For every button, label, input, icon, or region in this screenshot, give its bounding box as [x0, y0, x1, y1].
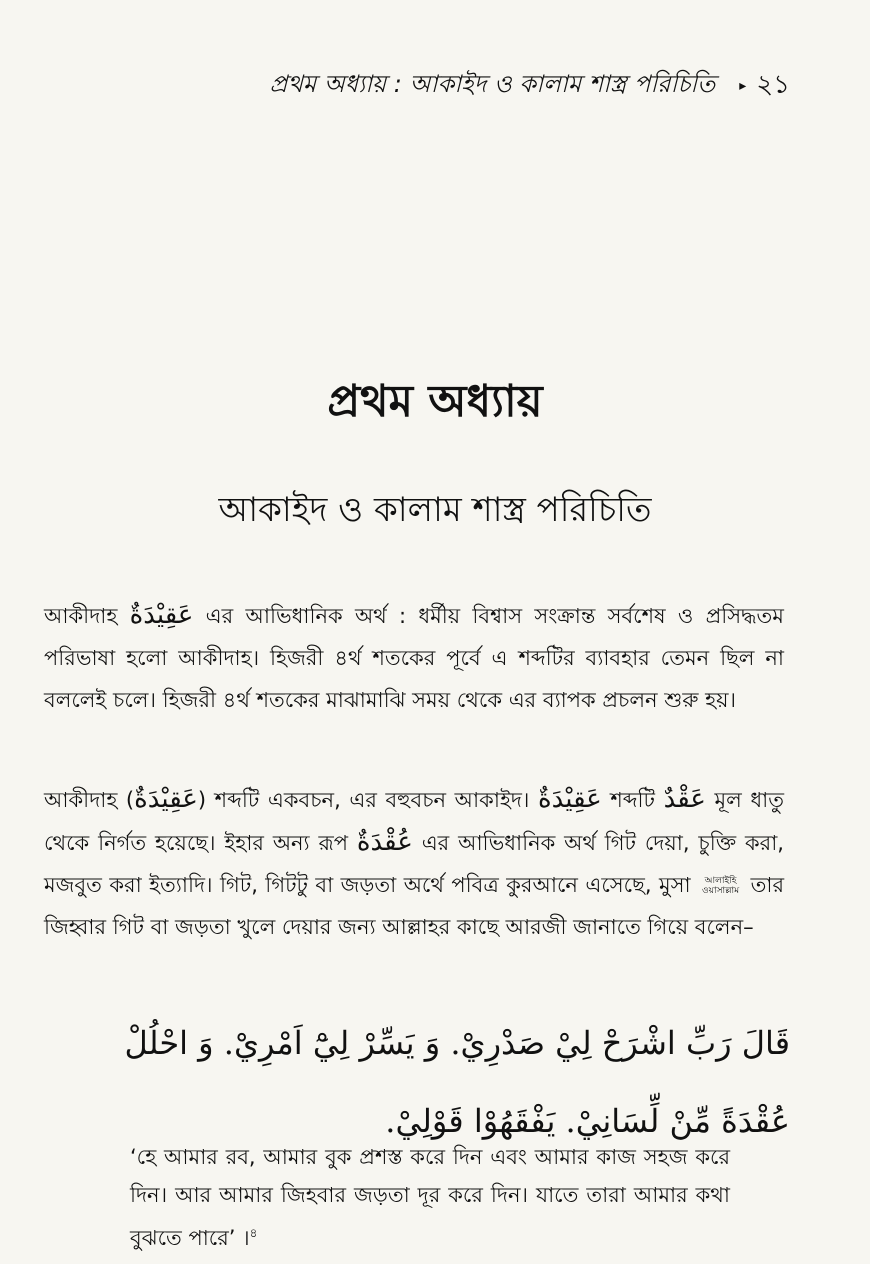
arabic-term: عَقِيْدَةٌ [129, 600, 194, 630]
paragraph-2 [44, 778, 784, 948]
section-title: আকাইদ ও কালাম শাস্ত্র পরিচিতি [218, 490, 652, 530]
paragraph-2-text-3: শব্দটি [610, 788, 655, 812]
header-title: প্রথম অধ্যায় : আকাইদ ও কালাম শাস্ত্র পরিচিতি [269, 70, 716, 98]
paragraph-2-text-1: আকীদাহ ( [44, 788, 135, 812]
paragraph-2-text-5: এর আভিধানিক অর্থ গিট দেয়া, চুক্তি করা, মজবুত করা ইত্যাদি। গিট, গিটটু বা জড়তা অর্থে পবিত্র কুরআনে এসেছে, মুসা [44, 831, 784, 897]
running-header [190, 66, 790, 106]
paragraph-1-text: এর আভিধানিক অর্থ : ধর্মীয় বিশ্বাস সংক্রান্ত সর্বশেষ ও প্রসিদ্ধতম পরিভাষা হলো আকীদাহ। হিজরী ৪র্থ শতকের পূর্বে এ শব্দটির ব্যাবহার তেমন ছিল না বললেই চলে। হিজরী ৪র্থ শতকের মাঝামাঝি সময় থেকে এর ব্যাপক প্রচলন শুরু হয়। [44, 604, 784, 712]
paragraph-2-text-4: মূল ধাতু থেকে নির্গত হয়েছে। ইহার অন্য রূপ [44, 788, 784, 855]
paragraph-2-text-2: ) শব্দটি একবচন, এর বহুবচন আকাইদ। [197, 788, 530, 812]
paragraph-2-text-6: তার জিহ্বার গিট বা জড়তা খুলে দেয়ার জন্য আল্লাহর কাছে আরজী জানাতে গিয়ে বলেন– [44, 873, 784, 939]
footnote-marker: ৪ [249, 1226, 258, 1240]
honorific-line-2: ওয়াসাল্লাম [702, 886, 740, 896]
page-marker-icon: ▸ [739, 78, 747, 94]
arabic-term-3: عَقْدٌ [663, 784, 706, 814]
quran-verse: قَالَ رَبِّ اشْرَحْ لِيْ صَدْرِيْ. وَ يَسِّرْ لِيْٓ اَمْرِيْ. وَ احْلُلْ عُقْدَةً مِّنْ لِّسَانِيْ. يَفْقَهُوْا قَوْلِيْ. [124, 1024, 790, 1140]
page-number: ২১ [756, 70, 790, 100]
translation-text: ‘হে আমার রব, আমার বুক প্রশস্ত করে দিন এবং আমার কাজ সহজ করে দিন। আর আমার জিহবার জড়তা দূর করে দিন। যাতে তারা আমার কথা বুঝতে পারে’ । [130, 1145, 730, 1250]
arabic-term-4: عُقْدَةٌ [356, 827, 413, 857]
arabic-term-2: عَقِيْدَةٌ [538, 784, 602, 814]
arabic-term-1: عَقِيْدَةٌ [134, 784, 198, 814]
honorific-line-1: আলাইহি [704, 876, 737, 886]
chapter-title: প্রথম অধ্যায় [327, 376, 543, 427]
verse-translation [130, 1138, 730, 1257]
paragraph-1-lead: আকীদাহ [44, 604, 118, 628]
paragraph-1 [44, 594, 784, 721]
honorific [702, 876, 739, 896]
